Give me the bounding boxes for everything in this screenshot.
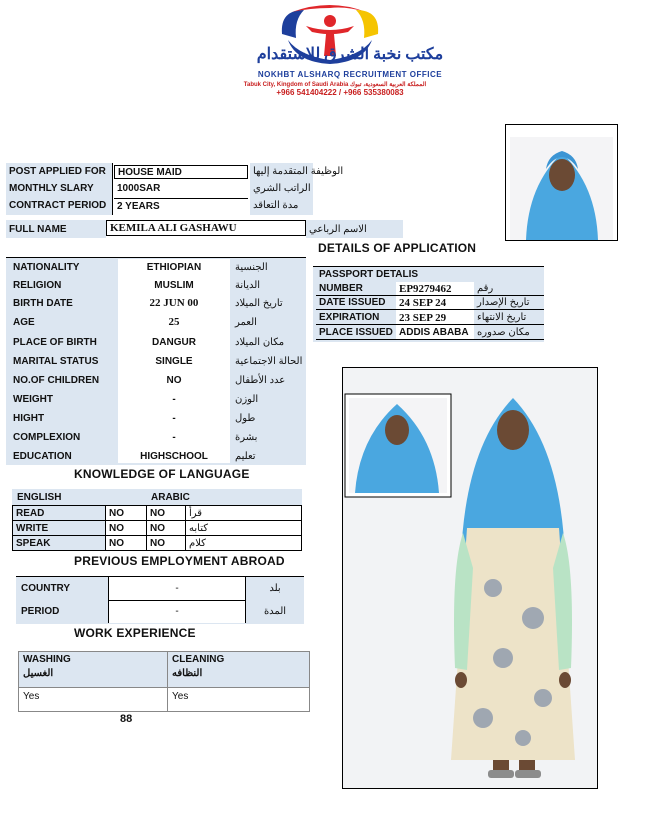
passport-date-issued-label: DATE ISSUED	[316, 296, 396, 310]
marital-status-value: SINGLE	[155, 355, 193, 367]
language-write-label: WRITE	[12, 520, 106, 536]
education-value: HIGHSCHOOL	[140, 450, 208, 462]
children-arabic: عدد الأطفال	[235, 374, 286, 386]
salary-value: 1000SAR	[117, 183, 161, 194]
complexion-value: -	[172, 431, 176, 443]
employment-heading: PREVIOUS EMPLOYMENT ABROAD	[74, 554, 285, 568]
language-speak-arabic: NO	[146, 535, 186, 551]
language-read-arabic: NO	[146, 505, 186, 521]
education-label: EDUCATION	[13, 450, 72, 462]
contract-period-arabic: مدة التعاقد	[253, 200, 299, 211]
passport-expiration-value: 23 SEP 29	[396, 311, 474, 325]
work-washing-arabic: الغسيل	[23, 668, 54, 679]
company-english-name: NOKHBT ALSHARQ RECRUITMENT OFFICE	[257, 70, 443, 79]
language-read-english: NO	[105, 505, 147, 521]
complexion-label: COMPLEXION	[13, 431, 81, 443]
company-arabic-name: مكتب نخبة الشرق للاستقدام	[256, 46, 444, 63]
place-of-birth-value: DANGUR	[152, 336, 196, 348]
birth-date-label: BIRTH DATE	[13, 297, 73, 309]
details-heading: DETAILS OF APPLICATION	[318, 241, 477, 255]
full-name-value: KEMILA ALI GASHAWU	[106, 220, 306, 236]
employment-country-arabic: بلد	[269, 582, 281, 594]
passport-date-issued-arabic: تاريخ الإصدار	[474, 296, 544, 310]
work-heading: WORK EXPERIENCE	[74, 626, 196, 640]
passport-expiration-label: EXPIRATION	[316, 311, 396, 325]
weight-value: -	[172, 393, 176, 405]
children-value: NO	[166, 374, 182, 386]
work-cleaning-arabic: النظافه	[172, 668, 203, 679]
age-arabic: العمر	[235, 316, 257, 328]
post-applied-value: HOUSE MAID	[114, 165, 248, 179]
height-value: -	[172, 412, 176, 424]
height-arabic: طول	[235, 412, 256, 424]
religion-label: RELIGION	[13, 279, 62, 291]
passport-place-issued-label: PLACE ISSUED	[316, 326, 396, 340]
salary-label: MONTHLY SLARY	[9, 183, 94, 194]
employment-country-value: -	[175, 582, 179, 594]
portrait-photo	[505, 124, 618, 241]
age-label: AGE	[13, 316, 35, 328]
language-write-arabic-label: كتابه	[185, 520, 302, 536]
employment-period-label: PERIOD	[21, 605, 60, 617]
language-read-label: READ	[12, 505, 106, 521]
passport-place-issued-arabic: مكان صدوره	[474, 326, 544, 340]
contract-period-label: CONTRACT PERIOD	[9, 200, 107, 211]
language-col-arabic: ARABIC	[151, 492, 190, 503]
nationality-value: ETHIOPIAN	[146, 261, 202, 273]
footer-number: 88	[120, 713, 133, 725]
passport-expiration-arabic: تاريخ الانتهاء	[474, 311, 544, 325]
passport-title: PASSPORT DETALIS	[319, 268, 419, 280]
place-of-birth-label: PLACE OF BIRTH	[13, 336, 97, 348]
weight-arabic: الوزن	[235, 393, 259, 405]
employment-period-value: -	[175, 605, 179, 617]
place-of-birth-arabic: مكان الميلاد	[235, 336, 285, 348]
passport-number-value: EP9279462	[396, 282, 474, 296]
language-speak-arabic-label: كلام	[185, 535, 302, 551]
religion-arabic: الديانة	[235, 279, 261, 291]
work-washing-label: WASHING	[23, 654, 71, 665]
birth-date-value: 22 JUN 00	[149, 297, 199, 309]
full-body-photo	[342, 367, 598, 789]
birth-date-arabic: تاريخ الميلاد	[235, 297, 283, 309]
post-applied-arabic: الوظيفة المتقدمة إليها	[253, 166, 344, 177]
post-applied-label: POST APPLIED FOR	[9, 166, 106, 177]
children-label: NO.OF CHILDREN	[13, 374, 100, 386]
full-name-label: FULL NAME	[6, 220, 106, 238]
contract-period-value: 2 YEARS	[114, 198, 248, 213]
passport-place-issued-value: ADDIS ABABA	[396, 326, 474, 340]
employment-country-label: COUNTRY	[21, 582, 71, 594]
full-name-arabic: الاسم الرباعي	[306, 220, 403, 238]
passport-number-arabic: رقم	[474, 282, 544, 296]
language-heading: KNOWLEDGE OF LANGUAGE	[74, 467, 250, 481]
work-washing-value: Yes	[23, 691, 40, 702]
nationality-arabic: الجنسية	[235, 261, 268, 273]
employment-period-arabic: المدة	[263, 605, 287, 617]
age-value: 25	[168, 316, 180, 328]
religion-value: MUSLIM	[154, 279, 194, 291]
salary-arabic: الراتب الشري	[253, 183, 311, 194]
work-cleaning-value: Yes	[172, 691, 189, 702]
language-read-arabic-label: قرأ	[185, 505, 302, 521]
marital-status-label: MARITAL STATUS	[13, 355, 99, 367]
language-write-arabic: NO	[146, 520, 186, 536]
marital-status-arabic: الحالة الاجتماعية	[235, 355, 303, 367]
education-arabic: تعليم	[235, 450, 256, 462]
weight-label: WEIGHT	[13, 393, 53, 405]
passport-number-label: NUMBER	[316, 282, 396, 296]
work-cleaning-label: CLEANING	[172, 654, 225, 665]
passport-date-issued-value: 24 SEP 24	[396, 296, 474, 310]
language-col-english: ENGLISH	[17, 492, 62, 503]
company-address: Tabuk City, Kingdom of Saudi Arabia المملكة العربية السعودية، تبوك	[243, 82, 427, 88]
company-phones: +966 541404222 / +966 535380083	[276, 88, 404, 97]
language-speak-english: NO	[105, 535, 147, 551]
nationality-label: NATIONALITY	[13, 261, 80, 273]
language-speak-label: SPEAK	[12, 535, 106, 551]
complexion-arabic: بشرة	[235, 431, 258, 443]
height-label: HIGHT	[13, 412, 45, 424]
language-write-english: NO	[105, 520, 147, 536]
